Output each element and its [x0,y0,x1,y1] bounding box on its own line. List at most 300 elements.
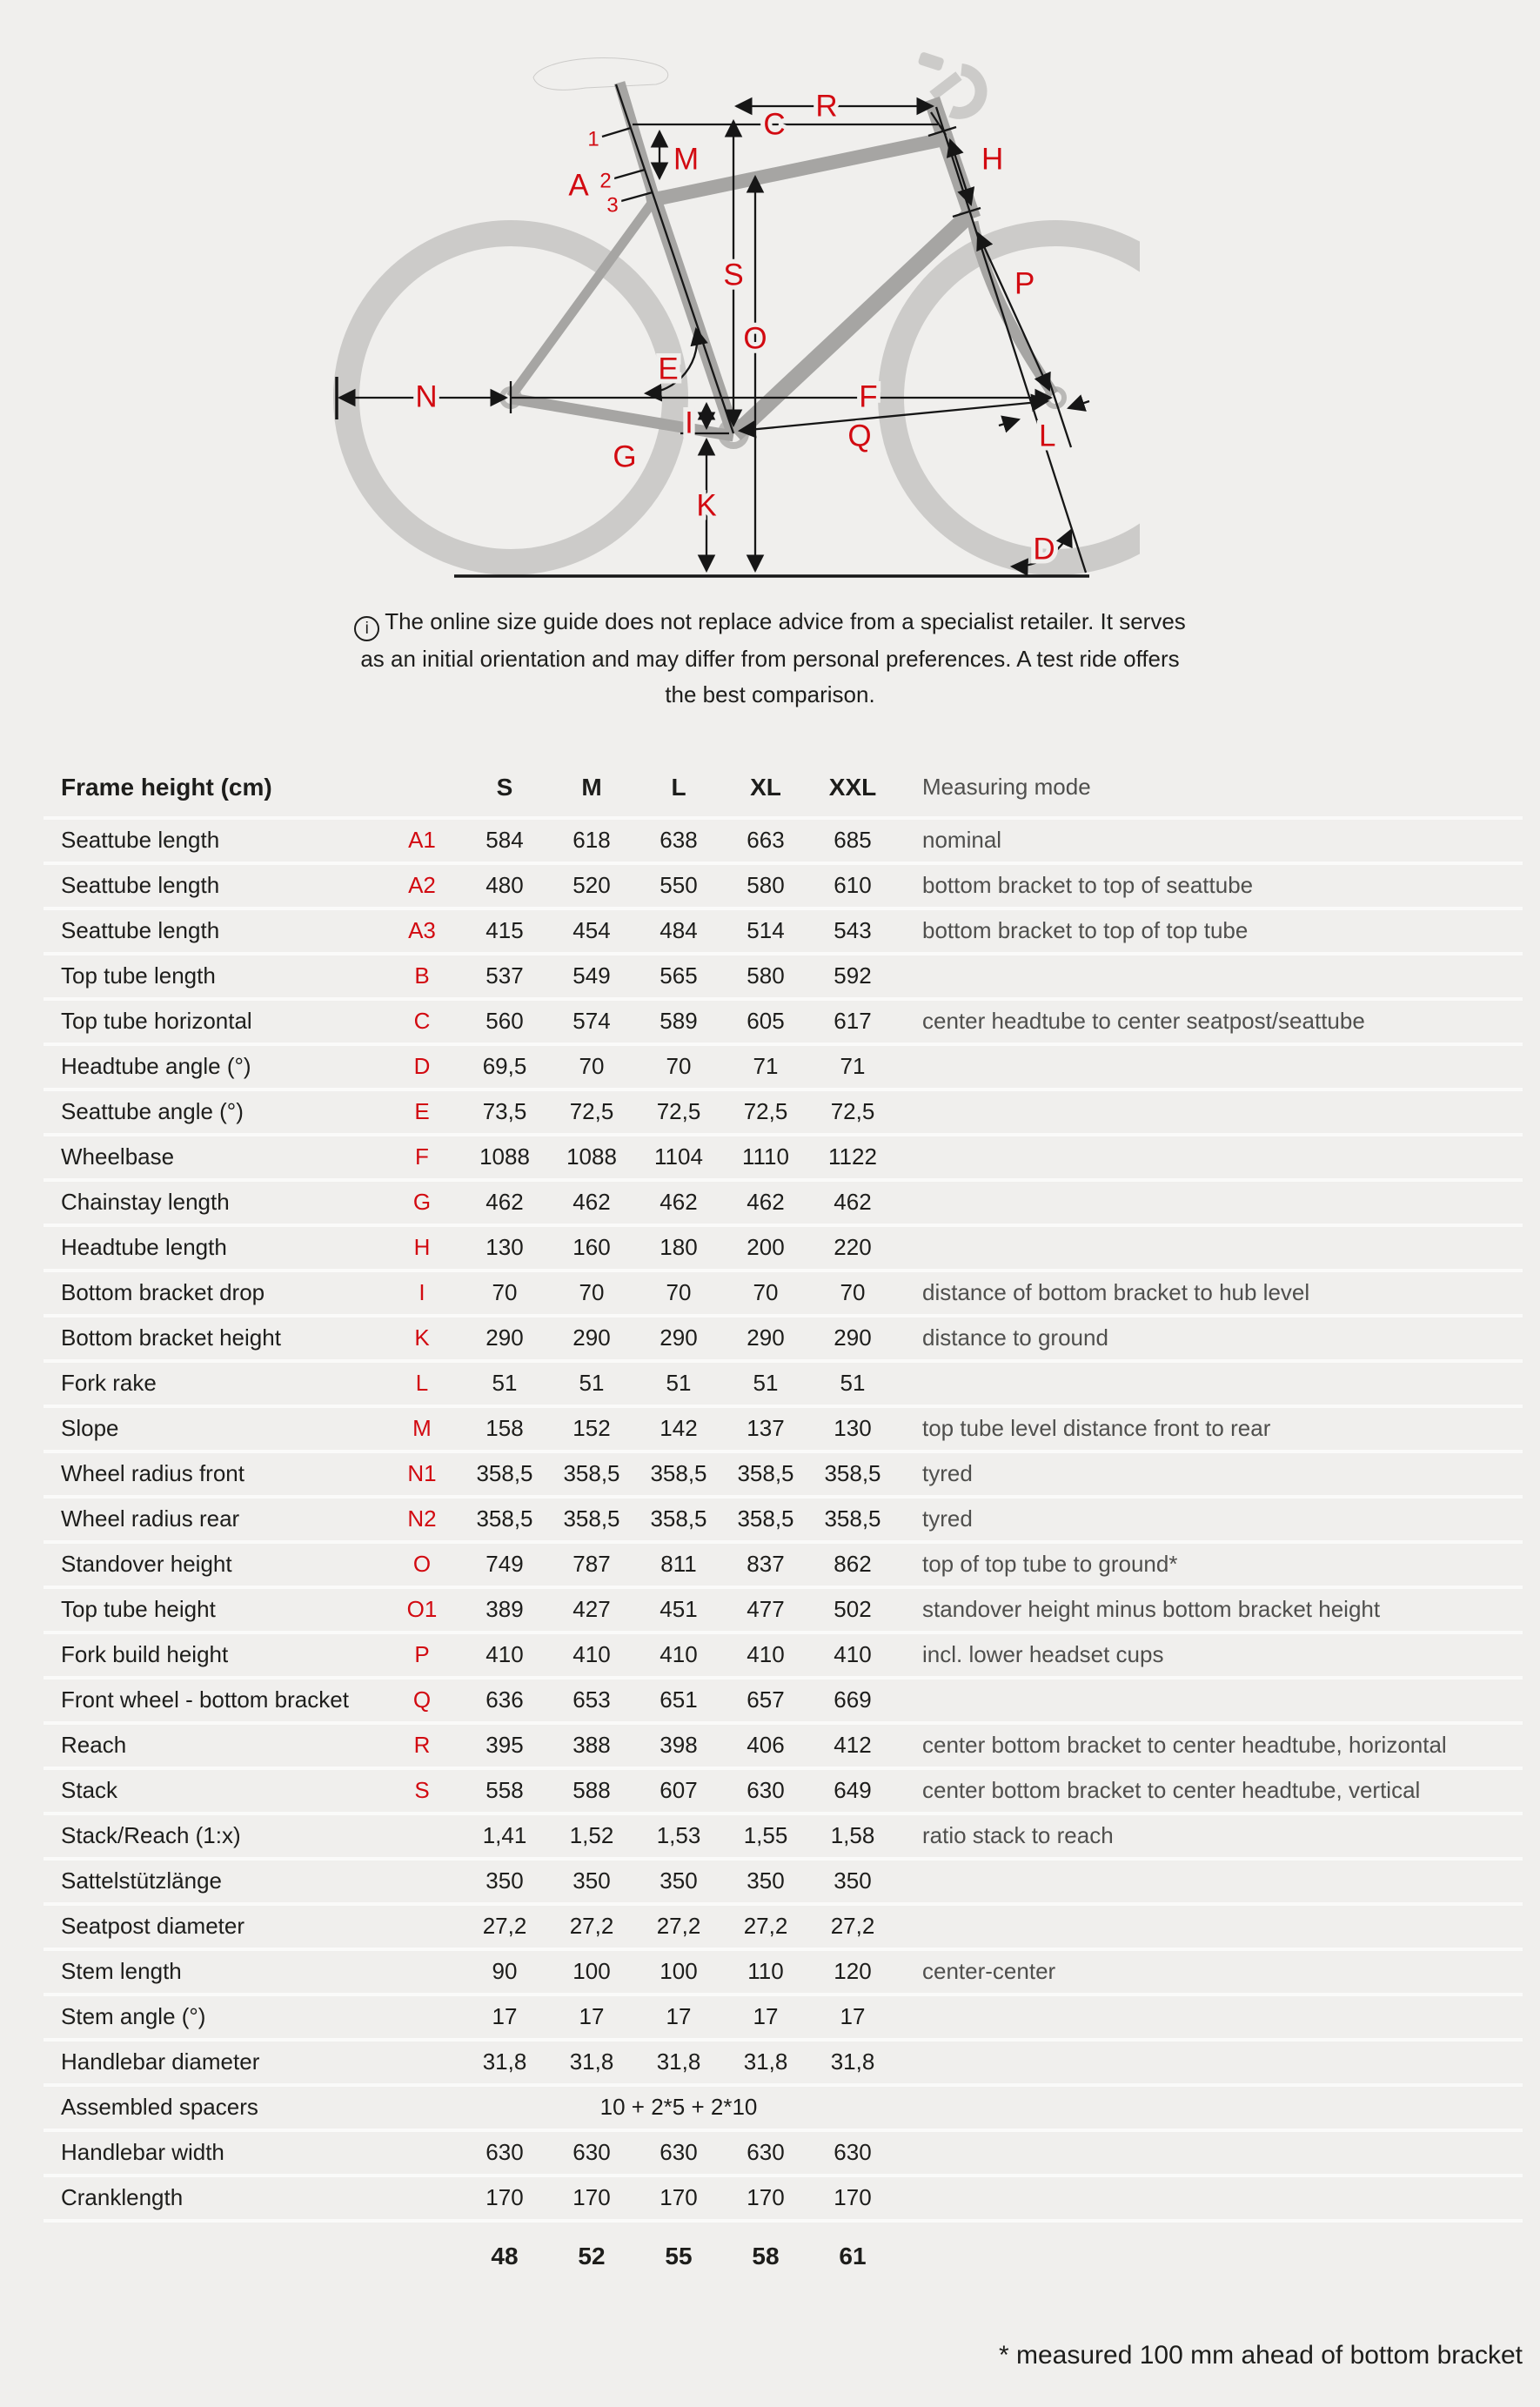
row-label: Chainstay length [61,1189,230,1216]
row-letter: Q [412,1686,432,1713]
row-letter: F [415,1143,429,1170]
row-value-xxl: 462 [834,1189,872,1216]
row-measuring-mode: bottom bracket to top of top tube [922,917,1249,944]
row-value-xxl: 412 [834,1732,872,1759]
row-label: Handlebar width [61,2139,224,2166]
row-value-m: 588 [572,1777,611,1804]
row-label: Seattube length [61,917,220,944]
row-value-s: 537 [485,962,524,989]
row-letter: A3 [408,917,436,944]
row-value-l: 17 [666,2003,692,2030]
row-letter: O [412,1551,432,1578]
row-value-xxl: 410 [834,1641,872,1668]
dim-label-C: C [763,107,786,142]
row-measuring-mode: distance to ground [922,1324,1108,1351]
row-value-s: 358,5 [476,1460,533,1487]
row-value-l: 462 [660,1189,698,1216]
row-value-m: 427 [572,1596,611,1623]
row-label: Bottom bracket height [61,1324,281,1351]
size-column-header-m: M [581,773,602,801]
row-letter: D [413,1053,431,1080]
row-span-value: 10 + 2*5 + 2*10 [599,2094,758,2121]
row-value-l: 170 [660,2184,698,2211]
row-value-l: 565 [660,962,698,989]
row-value-xxl: 358,5 [824,1505,881,1532]
row-label: Headtube angle (°) [61,1053,251,1080]
row-label: Stack [61,1777,118,1804]
row-value-m: 630 [572,2139,611,2166]
row-value-xxl: 543 [834,917,872,944]
bike-geometry-diagram [322,22,1140,596]
row-value-xxl: 358,5 [824,1460,881,1487]
table-row [44,997,1523,1043]
table-row [44,1359,1523,1405]
row-value-s: 1088 [479,1143,530,1170]
row-value-xxl: 70 [840,1279,866,1306]
row-value-xl: 290 [747,1324,785,1351]
row-value-l: 410 [660,1641,698,1668]
row-measuring-mode: ratio stack to reach [922,1822,1114,1849]
row-value-l: 358,5 [650,1460,707,1487]
row-value-m: 410 [572,1641,611,1668]
dim-label-N: N [415,379,438,414]
table-row [44,2129,1523,2174]
table-rows [44,816,1523,2219]
row-value-s: 350 [485,1867,524,1894]
row-label: Headtube length [61,1234,227,1261]
row-value-xxl: 350 [834,1867,872,1894]
dim-label-O: O [743,321,767,356]
table-row [44,952,1523,997]
row-value-m: 1,52 [569,1822,614,1849]
dim-label-G: G [613,439,637,474]
row-label: Assembled spacers [61,2094,258,2121]
diagram-section [0,0,1540,592]
frame-size-cm-s: 48 [491,2242,519,2270]
row-value-l: 1,53 [656,1822,701,1849]
dim-label-D: D [1033,532,1055,567]
row-label: Front wheel - bottom bracket [61,1686,349,1713]
row-value-l: 1104 [654,1143,703,1170]
row-value-xxl: 51 [840,1370,866,1397]
dim-label-P: P [1014,266,1035,301]
row-measuring-mode: center headtube to center seatpost/seattube [922,1008,1365,1035]
info-note-text: The online size guide does not replace advice from a specialist retailer. It serves as an initial orientation and may differ from personal preferences. A test ride offers the best comparison. [360,608,1186,707]
dim-label-L: L [1039,419,1056,453]
row-value-m: 70 [579,1053,605,1080]
row-value-m: 358,5 [563,1460,620,1487]
row-value-s: 130 [485,1234,524,1261]
mark-1-label: 1 [587,127,599,151]
row-value-l: 630 [660,2139,698,2166]
row-label: Top tube length [61,962,216,989]
table-row [44,1224,1523,1269]
row-value-m: 1088 [566,1143,617,1170]
row-value-xxl: 220 [834,1234,872,1261]
row-value-xl: 17 [753,2003,779,2030]
table-row [44,2038,1523,2083]
row-value-s: 480 [485,872,524,899]
row-value-m: 51 [579,1370,605,1397]
row-value-s: 27,2 [482,1913,527,1940]
row-value-m: 350 [572,1867,611,1894]
row-value-xl: 630 [747,2139,785,2166]
row-letter: E [414,1098,430,1125]
row-value-xl: 477 [747,1596,785,1623]
stem [933,76,959,96]
row-value-xl: 1110 [742,1143,789,1170]
measuring-mode-header: Measuring mode [922,774,1091,801]
row-value-s: 560 [485,1008,524,1035]
row-value-l: 607 [660,1777,698,1804]
row-value-m: 574 [572,1008,611,1035]
row-value-s: 389 [485,1596,524,1623]
row-letter: R [413,1732,431,1759]
table-row [44,1314,1523,1359]
table-header-title: Frame height (cm) [61,773,272,801]
table-row [44,1495,1523,1540]
row-label: Seattube length [61,827,220,854]
row-letter: C [413,1008,431,1035]
frame-size-cm-xl: 58 [752,2242,780,2270]
row-value-xxl: 17 [840,2003,866,2030]
row-value-l: 27,2 [656,1913,701,1940]
dim-label-S: S [723,258,744,292]
row-value-l: 142 [660,1415,698,1442]
table-row [44,1178,1523,1224]
row-value-xl: 663 [747,827,785,854]
row-measuring-mode: bottom bracket to top of seattube [922,872,1254,899]
row-value-xl: 406 [747,1732,785,1759]
row-label: Top tube height [61,1596,216,1623]
saddle [533,57,668,90]
row-value-s: 1,41 [482,1822,527,1849]
row-value-l: 451 [660,1596,698,1623]
row-value-xxl: 120 [834,1958,872,1985]
table-row [44,2174,1523,2219]
row-value-s: 51 [492,1370,518,1397]
row-label: Fork build height [61,1641,229,1668]
row-letter: K [414,1324,430,1351]
frame-size-cm-row [44,2219,1523,2285]
row-value-xxl: 685 [834,827,872,854]
row-value-xl: 1,55 [743,1822,788,1849]
row-value-s: 395 [485,1732,524,1759]
row-value-l: 350 [660,1867,698,1894]
table-row [44,1631,1523,1676]
table-row [44,1088,1523,1133]
row-value-l: 398 [660,1732,698,1759]
size-column-header-xxl: XXL [828,773,877,801]
table-row [44,1902,1523,1948]
table-row [44,1405,1523,1450]
row-value-l: 70 [666,1053,692,1080]
table-row [44,1767,1523,1812]
row-letter: O1 [406,1596,438,1623]
row-value-l: 180 [660,1234,698,1261]
row-value-xxl: 71 [840,1053,866,1080]
row-value-s: 17 [492,2003,518,2030]
row-value-xxl: 31,8 [830,2048,875,2075]
mark-3-label: 3 [606,193,619,218]
row-value-m: 618 [572,827,611,854]
size-column-header-xl: XL [750,773,781,801]
row-value-xl: 462 [747,1189,785,1216]
row-label: Stack/Reach (1:x) [61,1822,241,1849]
row-value-xl: 110 [747,1958,784,1985]
dim-label-F: F [859,379,878,414]
row-value-s: 584 [485,827,524,854]
row-value-xxl: 669 [834,1686,872,1713]
row-measuring-mode: nominal [922,827,1002,854]
row-value-xl: 580 [747,872,785,899]
table-header-row [44,759,1523,816]
row-letter: B [414,962,430,989]
row-value-m: 787 [572,1551,611,1578]
row-value-xl: 837 [747,1551,785,1578]
row-value-xxl: 862 [834,1551,872,1578]
row-value-s: 462 [485,1189,524,1216]
footnote: * measured 100 mm ahead of bottom bracket [999,2340,1523,2370]
row-value-s: 290 [485,1324,524,1351]
row-label: Cranklength [61,2184,184,2211]
geometry-table [44,759,1523,2285]
table-row [44,816,1523,862]
row-value-xl: 71 [753,1053,779,1080]
row-letter: S [414,1777,430,1804]
row-value-l: 70 [666,1279,692,1306]
row-value-xl: 410 [747,1641,785,1668]
row-letter: H [413,1234,431,1261]
dim-L-arrow-right [1068,401,1089,408]
row-value-l: 72,5 [656,1098,701,1125]
row-letter: M [412,1415,432,1442]
row-value-m: 17 [579,2003,605,2030]
row-value-xxl: 290 [834,1324,872,1351]
steering-axis-line [936,107,1086,573]
row-value-xl: 630 [747,1777,785,1804]
row-label: Wheel radius rear [61,1505,240,1532]
row-label: Seattube length [61,872,220,899]
row-value-l: 358,5 [650,1505,707,1532]
frame-size-cm-xxl: 61 [839,2242,867,2270]
table-row [44,1043,1523,1088]
row-value-xxl: 617 [834,1008,872,1035]
table-row [44,1812,1523,1857]
row-label: Fork rake [61,1370,157,1397]
row-letter: G [412,1189,432,1216]
size-column-header-l: L [671,773,686,801]
table-row [44,1721,1523,1767]
row-measuring-mode: tyred [922,1505,973,1532]
row-value-s: 415 [485,917,524,944]
row-value-m: 170 [572,2184,611,2211]
row-measuring-mode: center bottom bracket to center headtube, vertical [922,1777,1421,1804]
row-value-m: 549 [572,962,611,989]
dim-label-R: R [815,89,838,124]
row-value-xl: 170 [747,2184,785,2211]
row-value-s: 558 [485,1777,524,1804]
row-value-xxl: 610 [834,872,872,899]
row-value-m: 27,2 [569,1913,614,1940]
row-measuring-mode: tyred [922,1460,973,1487]
row-value-s: 70 [492,1279,518,1306]
row-label: Sattelstützlänge [61,1867,223,1894]
row-value-m: 462 [572,1189,611,1216]
row-label: Standover height [61,1551,232,1578]
row-value-s: 31,8 [482,2048,527,2075]
size-column-header-s: S [496,773,513,801]
table-row [44,1586,1523,1631]
row-value-s: 630 [485,2139,524,2166]
row-measuring-mode: incl. lower headset cups [922,1641,1164,1668]
row-value-xl: 358,5 [737,1460,794,1487]
row-value-l: 484 [660,917,698,944]
row-value-xxl: 1,58 [830,1822,875,1849]
row-measuring-mode: distance of bottom bracket to hub level [922,1279,1310,1306]
dim-L-arrow-left [999,419,1019,426]
row-value-m: 160 [572,1234,611,1261]
row-value-s: 358,5 [476,1505,533,1532]
row-label: Seattube angle (°) [61,1098,244,1125]
row-value-xl: 31,8 [743,2048,788,2075]
row-value-xl: 72,5 [743,1098,788,1125]
row-value-xxl: 502 [834,1596,872,1623]
row-value-m: 388 [572,1732,611,1759]
table-row [44,1857,1523,1902]
mark-2-label: 2 [599,169,612,193]
row-value-s: 69,5 [482,1053,527,1080]
row-value-xxl: 170 [834,2184,872,2211]
row-value-xl: 514 [747,917,785,944]
row-value-l: 31,8 [656,2048,701,2075]
mark-2-tick [614,170,645,178]
row-label: Wheelbase [61,1143,175,1170]
row-value-xl: 70 [753,1279,779,1306]
table-row [44,907,1523,952]
row-measuring-mode: top of top tube to ground* [922,1551,1178,1578]
dim-label-Q: Q [847,419,872,453]
row-value-xl: 350 [747,1867,785,1894]
row-value-m: 653 [572,1686,611,1713]
row-value-m: 520 [572,872,611,899]
info-note [352,604,1188,712]
row-value-m: 70 [579,1279,605,1306]
row-value-s: 170 [485,2184,524,2211]
frame-size-cm-l: 55 [665,2242,693,2270]
row-value-s: 90 [492,1958,518,1985]
row-value-s: 636 [485,1686,524,1713]
info-icon: i [354,616,379,641]
row-value-xl: 51 [753,1370,779,1397]
row-value-l: 290 [660,1324,698,1351]
row-value-l: 550 [660,872,698,899]
row-label: Seatpost diameter [61,1913,245,1940]
row-letter: N1 [407,1460,437,1487]
row-value-m: 31,8 [569,2048,614,2075]
row-measuring-mode: center-center [922,1958,1056,1985]
row-value-m: 100 [572,1958,611,1985]
row-value-m: 72,5 [569,1098,614,1125]
table-row [44,1450,1523,1495]
row-letter: I [418,1279,425,1306]
row-measuring-mode: standover height minus bottom bracket height [922,1596,1381,1623]
table-row [44,1948,1523,1993]
row-label: Top tube horizontal [61,1008,252,1035]
row-value-xl: 137 [747,1415,785,1442]
row-value-l: 589 [660,1008,698,1035]
dim-P-line [978,233,1049,390]
row-value-xxl: 130 [834,1415,872,1442]
row-value-xl: 200 [747,1234,785,1261]
row-value-xl: 605 [747,1008,785,1035]
row-value-l: 51 [666,1370,692,1397]
row-label: Handlebar diameter [61,2048,260,2075]
table-row [44,1133,1523,1178]
row-letter: A2 [408,872,436,899]
table-row [44,862,1523,907]
table-row [44,1540,1523,1586]
row-value-xl: 580 [747,962,785,989]
row-value-l: 651 [660,1686,698,1713]
row-label: Reach [61,1732,127,1759]
row-value-s: 73,5 [482,1098,527,1125]
row-value-s: 410 [485,1641,524,1668]
table-row [44,1269,1523,1314]
row-value-xl: 358,5 [737,1505,794,1532]
row-value-xxl: 649 [834,1777,872,1804]
row-letter: N2 [407,1505,437,1532]
row-letter: P [414,1641,430,1668]
row-value-m: 152 [572,1415,611,1442]
row-value-l: 638 [660,827,698,854]
row-measuring-mode: top tube level distance front to rear [922,1415,1271,1442]
row-label: Slope [61,1415,119,1442]
row-value-xxl: 1122 [828,1143,877,1170]
row-measuring-mode: center bottom bracket to center headtube, horizontal [922,1732,1447,1759]
row-value-xxl: 630 [834,2139,872,2166]
row-label: Bottom bracket drop [61,1279,265,1306]
row-letter: A1 [408,827,436,854]
row-letter: L [415,1370,429,1397]
dim-label-A: A [568,168,589,203]
row-label: Stem length [61,1958,182,1985]
dim-label-M: M [673,142,700,177]
dim-label-E: E [658,352,679,386]
row-value-s: 158 [485,1415,524,1442]
row-value-l: 100 [660,1958,698,1985]
mark-1-tick [602,128,631,137]
row-label: Wheel radius front [61,1460,244,1487]
row-value-m: 358,5 [563,1505,620,1532]
chainstay [512,399,733,436]
table-row [44,1993,1523,2038]
row-value-xl: 27,2 [743,1913,788,1940]
row-value-m: 290 [572,1324,611,1351]
row-value-xl: 657 [747,1686,785,1713]
frame-size-cm-m: 52 [578,2242,606,2270]
dim-label-K: K [696,488,717,523]
row-value-m: 454 [572,917,611,944]
dim-label-I: I [685,406,693,440]
down-tube [735,216,968,434]
row-value-l: 811 [660,1551,697,1578]
table-row [44,2083,1523,2129]
brake-hood [918,51,945,71]
row-value-xxl: 72,5 [830,1098,875,1125]
row-value-xxl: 27,2 [830,1913,875,1940]
row-value-xxl: 592 [834,962,872,989]
